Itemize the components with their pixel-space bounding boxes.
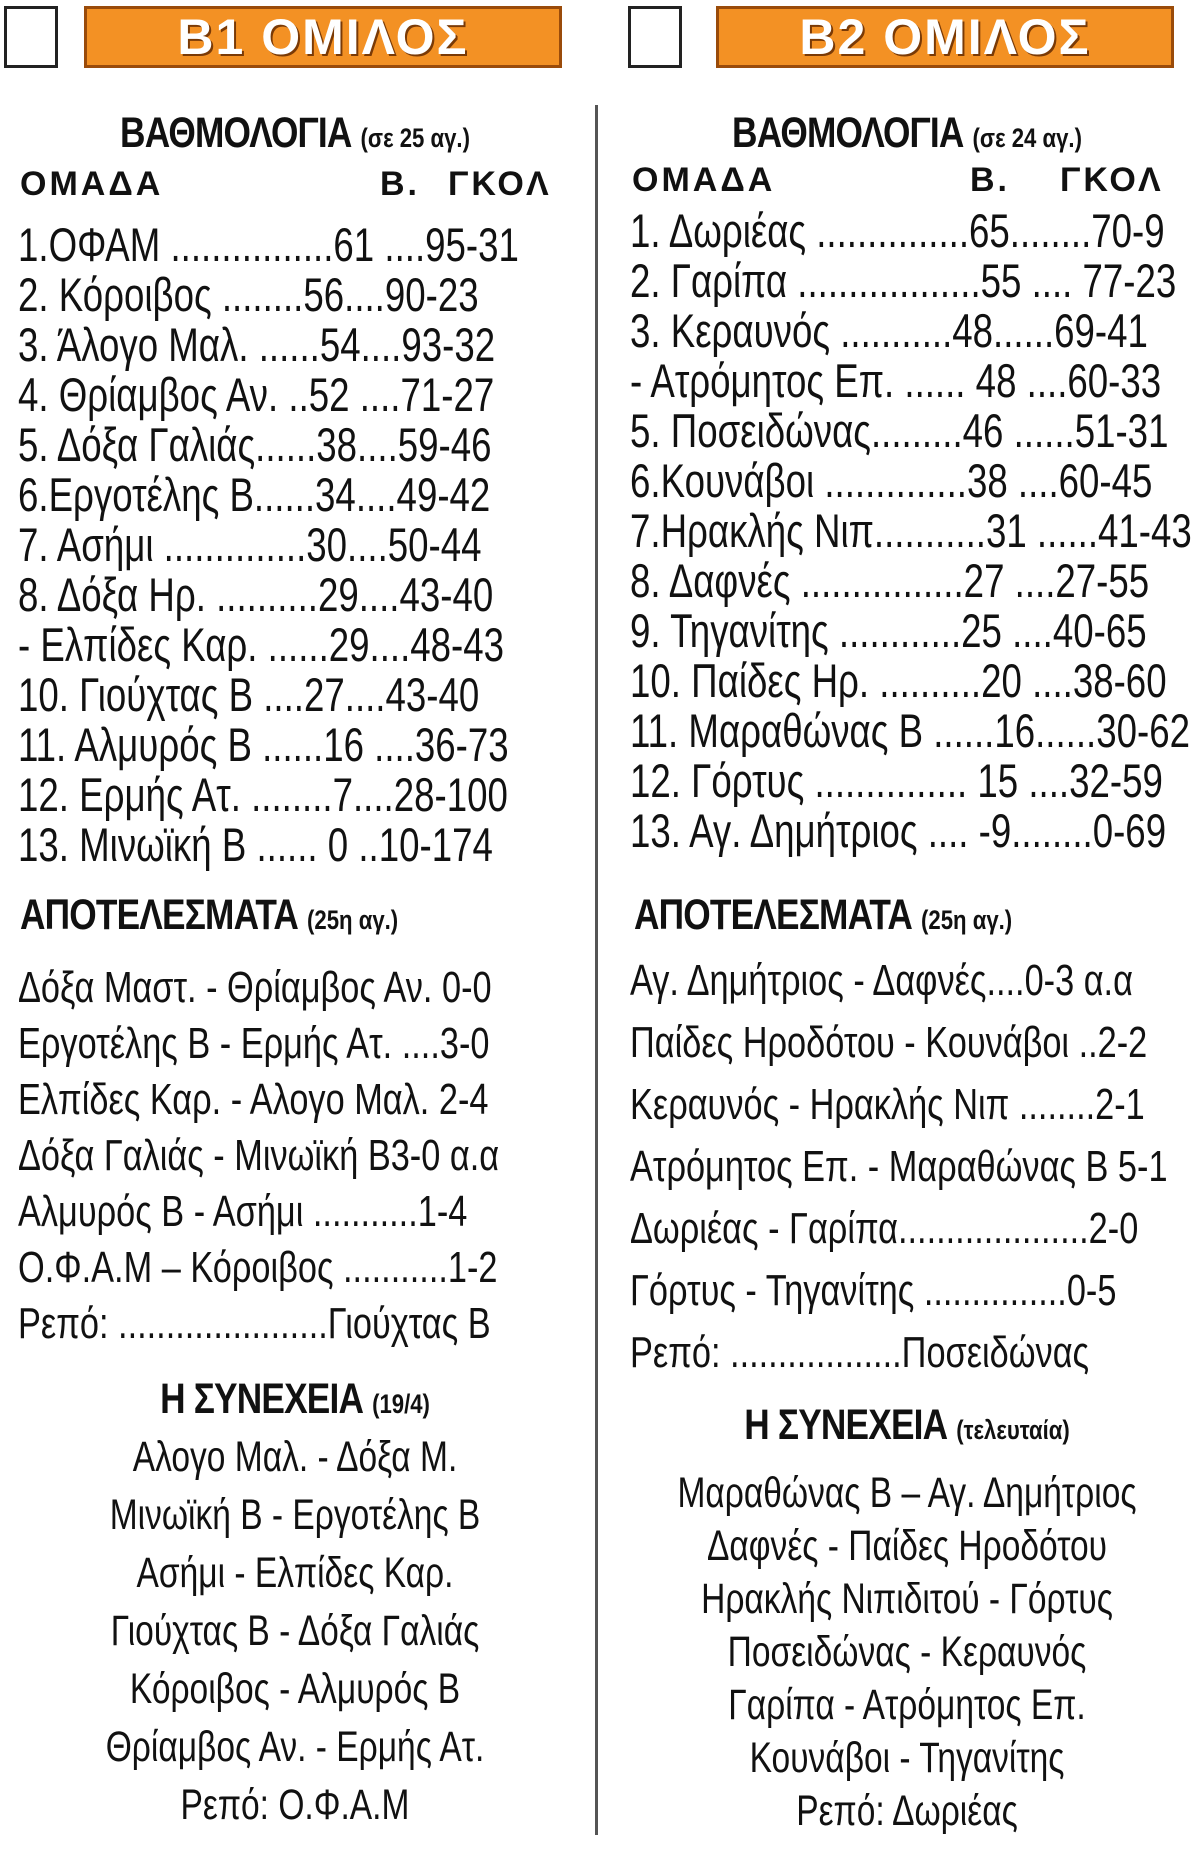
table-row: 5. Δόξα Γαλιάς......38....59-46 [18, 418, 492, 471]
list-item: Εργοτέλης Β - Ερμής Ατ. ....3-0 [18, 1019, 490, 1068]
column-divider [595, 105, 598, 1835]
b2-standings-heading: ΒΑΘΜΟΛΟΓΙΑ [732, 109, 964, 157]
b1-results-subtitle: (25η αγ.) [307, 905, 399, 935]
list-item: Κουνάβοι - Τηγανίτης [749, 1734, 1065, 1782]
list-item: Ρεπό: ......................Γιούχτας Β [18, 1299, 491, 1348]
list-item: Ρεπό: Δωριέας [796, 1787, 1018, 1835]
list-item: Ποσειδώνας - Κεραυνός [727, 1628, 1087, 1676]
b1-col-team: ΟΜΑΔΑ [20, 165, 164, 203]
list-item: Θρίαμβος Αν. - Ερμής Ατ. [105, 1723, 485, 1771]
table-row: - Ατρόμητος Επ. ...... 48 ....60-33 [630, 354, 1162, 407]
b1-col-points: Β. [380, 165, 420, 203]
list-item: Γόρτυς - Τηγανίτης ...............0-5 [630, 1266, 1117, 1315]
list-item: Κόροιβος - Αλμυρός Β [129, 1665, 461, 1713]
table-row: 1.ΟΦΑΜ ................61 ....95-31 [18, 218, 519, 271]
list-item: Ρεπό: Ο.Φ.Α.Μ [180, 1781, 410, 1829]
table-row: 1. Δωριέας ...............65........70-9 [630, 204, 1165, 257]
list-item: Ασήμι - Ελπίδες Καρ. [136, 1549, 454, 1597]
table-row: 10. Γιούχτας Β ....27....43-40 [18, 668, 480, 721]
b2-results-heading: ΑΠΟΤΕΛΕΣΜΑΤΑ [634, 891, 913, 939]
group-b2-banner: B2 ΟΜΙΛΟΣ [716, 6, 1174, 68]
table-row: 9. Τηγανίτης ............25 ....40-65 [630, 604, 1147, 657]
b1-col-goals: ΓΚΟΛ [448, 165, 552, 203]
b2-standings-title [665, 108, 1149, 163]
list-item: Κεραυνός - Ηρακλής Νιπ ........2-1 [630, 1080, 1145, 1129]
b2-col-goals: ΓΚΟΛ [1060, 161, 1164, 199]
b1-standings-subtitle: (σε 25 αγ.) [360, 123, 470, 153]
table-row: 7.Ηρακλής Νιπ...........31 ......41-43 [630, 504, 1192, 557]
b2-col-points: Β. [970, 161, 1010, 199]
checkbox-b2[interactable] [628, 6, 682, 68]
table-row: 7. Ασήμι ..............30....50-44 [18, 518, 482, 571]
b1-next-heading: Η ΣΥΝΕΧΕΙΑ [160, 1375, 364, 1423]
table-row: 3. Κεραυνός ...........48......69-41 [630, 304, 1148, 357]
table-row: 10. Παίδες Ηρ. ..........20 ....38-60 [630, 654, 1167, 707]
b2-next-heading: Η ΣΥΝΕΧΕΙΑ [744, 1401, 948, 1449]
list-item: Γιούχτας Β - Δόξα Γαλιάς [110, 1607, 480, 1655]
b1-standings-title [53, 108, 537, 163]
b2-col-team: ΟΜΑΔΑ [632, 161, 776, 199]
list-item: Ατρόμητος Επ. - Μαραθώνας Β 5-1 [630, 1142, 1168, 1191]
list-item: Αλογο Μαλ. - Δόξα Μ. [132, 1433, 458, 1481]
table-row: 2. Γαρίπα ..................55 .... 77-23 [630, 254, 1177, 307]
list-item: Ελπίδες Καρ. - Αλογο Μαλ. 2-4 [18, 1075, 489, 1124]
list-item: Δόξα Γαλιάς - Μινωϊκή Β3-0 α.α [18, 1131, 500, 1180]
table-row: 13. Μινωϊκή Β ...... 0 ..10-174 [18, 818, 493, 871]
table-row: 12. Γόρτυς ............... 15 ....32-59 [630, 754, 1163, 807]
b1-next-subtitle: (19/4) [372, 1389, 430, 1419]
b2-next-title [665, 1400, 1149, 1455]
list-item: Δωριέας - Γαρίπα....................2-0 [630, 1204, 1139, 1253]
table-row: 11. Μαραθώνας Β ......16......30-62 [630, 704, 1191, 757]
table-row: 3. Άλογο Μαλ. ......54....93-32 [18, 318, 496, 371]
group-b2-column [612, 0, 1200, 1866]
b1-results-heading: ΑΠΟΤΕΛΕΣΜΑΤΑ [20, 891, 299, 939]
list-item: Ο.Φ.Α.Μ – Κόροιβος ...........1-2 [18, 1243, 498, 1292]
table-row: 12. Ερμής Ατ. ........7....28-100 [18, 768, 508, 821]
list-item: Γαρίπα - Ατρόμητος Επ. [728, 1681, 1086, 1729]
table-row: 6.Εργοτέλης Β......34....49-42 [18, 468, 491, 521]
b2-standings-subtitle: (σε 24 αγ.) [972, 123, 1082, 153]
list-item: Παίδες Ηροδότου - Κουνάβοι ..2-2 [630, 1018, 1148, 1067]
b1-standings-heading: ΒΑΘΜΟΛΟΓΙΑ [120, 109, 352, 157]
table-row: 6.Κουνάβοι ..............38 ....60-45 [630, 454, 1153, 507]
list-item: Ρεπό: ..................Ποσειδώνας [630, 1328, 1090, 1377]
table-row: 11. Αλμυρός Β ......16 ....36-73 [18, 718, 509, 771]
list-item: Αγ. Δημήτριος - Δαφνές....0-3 α.α [630, 956, 1133, 1005]
list-item: Ηρακλής Νιπιδιτού - Γόρτυς [701, 1575, 1113, 1623]
b2-results-title [634, 890, 1012, 945]
b2-results-subtitle: (25η αγ.) [921, 905, 1013, 935]
checkbox-b1[interactable] [4, 6, 58, 68]
list-item: Δόξα Μαστ. - Θρίαμβος Αν. 0-0 [18, 963, 492, 1012]
table-row: 5. Ποσειδώνας.........46 ......51-31 [630, 404, 1169, 457]
table-row: 2. Κόροιβος ........56....90-23 [18, 268, 479, 321]
list-item: Μινωϊκή Β - Εργοτέλης Β [109, 1491, 481, 1539]
b2-next-subtitle: (τελευταία) [956, 1415, 1070, 1445]
table-row: 13. Αγ. Δημήτριος .... -9........0-69 [630, 804, 1167, 857]
group-b1-column [0, 0, 590, 1866]
list-item: Δαφνές - Παίδες Ηροδότου [707, 1522, 1107, 1570]
b1-results-title [20, 890, 398, 945]
list-item: Μαραθώνας Β – Αγ. Δημήτριος [677, 1469, 1137, 1517]
table-row: 8. Δαφνές ................27 ....27-55 [630, 554, 1150, 607]
table-row: 8. Δόξα Ηρ. ..........29....43-40 [18, 568, 494, 621]
b1-next-title [53, 1374, 537, 1429]
table-row: 4. Θρίαμβος Αν. ..52 ....71-27 [18, 368, 495, 421]
group-b1-banner: B1 ΟΜΙΛΟΣ [84, 6, 562, 68]
table-row: - Ελπίδες Καρ. ......29....48-43 [18, 618, 505, 671]
list-item: Αλμυρός Β - Ασήμι ...........1-4 [18, 1187, 468, 1236]
